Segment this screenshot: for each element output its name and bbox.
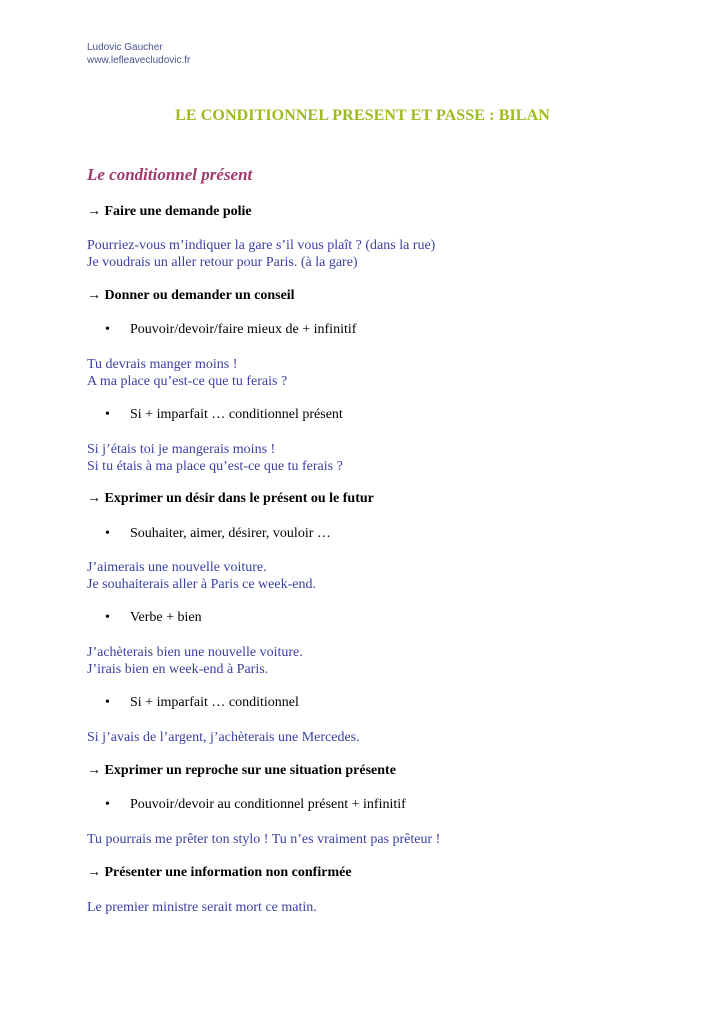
bullet-text: Pouvoir/devoir au conditionnel présent + infinitif (130, 797, 406, 812)
examples-conseil-1 (87, 356, 287, 390)
examples-conseil-2 (87, 441, 343, 475)
example-line: Tu devrais manger moins ! (87, 357, 238, 372)
heading-information: → Présenter une information non confirmée (87, 865, 352, 880)
example-line: Je voudrais un aller retour pour Paris. (à la gare) (87, 255, 358, 270)
page-header (87, 42, 190, 67)
document-title: LE CONDITIONNEL PRESENT ET PASSE : BILAN (175, 107, 550, 124)
author-name: Ludovic Gaucher (87, 42, 163, 53)
examples-reproche (87, 831, 440, 848)
bullet-item (105, 610, 202, 626)
bullet-item (105, 797, 406, 813)
example-line: Si tu étais à ma place qu’est-ce que tu ferais ? (87, 459, 343, 474)
examples-information (87, 899, 317, 916)
example-line: Je souhaiterais aller à Paris ce week-end. (87, 577, 316, 592)
example-line: Tu pourrais me prêter ton stylo ! Tu n’es vraiment pas prêteur ! (87, 832, 441, 847)
example-line: A ma place qu’est-ce que tu ferais ? (87, 374, 288, 389)
bullet-item (105, 695, 299, 711)
bullet-dot: • (105, 695, 110, 710)
example-line: Le premier ministre serait mort ce matin. (87, 900, 317, 915)
section-subtitle: Le conditionnel présent (87, 165, 253, 184)
bullet-dot: • (105, 797, 110, 812)
examples-desir-1 (87, 559, 316, 593)
heading-desir: → Exprimer un désir dans le présent ou le futur (87, 491, 374, 506)
bullet-item (105, 407, 343, 423)
bullet-dot: • (105, 322, 110, 337)
examples-desir-3 (87, 729, 360, 746)
example-line: J’achèterais bien une nouvelle voiture. (87, 645, 303, 660)
bullet-item (105, 322, 356, 338)
bullet-text: Si + imparfait … conditionnel (130, 695, 299, 710)
example-line: Si j’avais de l’argent, j’achèterais une Mercedes. (87, 730, 360, 745)
bullet-text: Verbe + bien (130, 610, 202, 625)
examples-desir-2 (87, 644, 303, 678)
bullet-dot: • (105, 610, 110, 625)
heading-demande-polie: → Faire une demande polie (87, 204, 252, 219)
bullet-text: Souhaiter, aimer, désirer, vouloir … (130, 526, 331, 541)
bullet-text: Si + imparfait … conditionnel présent (130, 407, 343, 422)
bullet-dot: • (105, 407, 110, 422)
example-line: Pourriez-vous m’indiquer la gare s’il vous plaît ? (dans la rue) (87, 238, 436, 253)
example-line: Si j’étais toi je mangerais moins ! (87, 442, 276, 457)
heading-conseil: → Donner ou demander un conseil (87, 288, 295, 303)
bullet-item (105, 526, 331, 542)
bullet-text: Pouvoir/devoir/faire mieux de + infinitif (130, 322, 357, 337)
example-line: J’aimerais une nouvelle voiture. (87, 560, 267, 575)
heading-reproche: → Exprimer un reproche sur une situation présente (87, 763, 396, 778)
bullet-dot: • (105, 526, 110, 541)
example-line: J’irais bien en week-end à Paris. (87, 662, 269, 677)
examples-demande-polie (87, 237, 435, 271)
website-url: www.lefleavecludovic.fr (87, 54, 191, 66)
